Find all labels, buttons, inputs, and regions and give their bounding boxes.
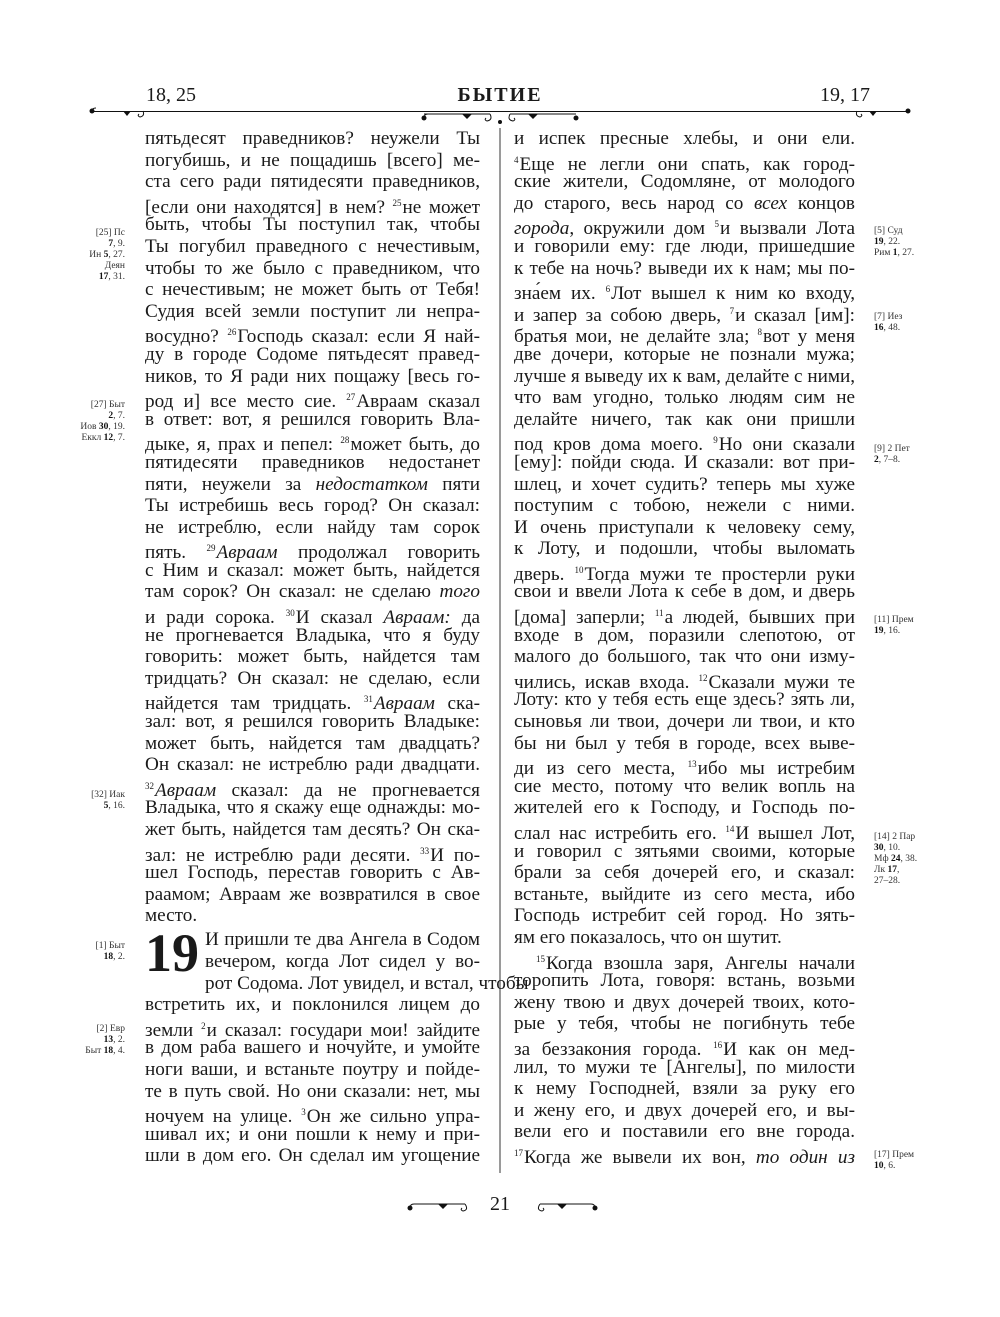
text-line: ников, то Я ради них пощажу [весь го- — [145, 365, 480, 387]
text-line: $^{32}$Авраам сказал: да не прогневается — [145, 779, 480, 801]
text-line: жену твою и двух дочерей твоих, кото- — [514, 991, 855, 1013]
text-line: [дома] заперли; $^{11}$а людей, бывших при — [514, 607, 855, 629]
text-line: дверь. $^{10}$Тогда мужи те простерли руки — [514, 563, 855, 585]
text-line: И пришли те два Ангела в Содом — [205, 928, 480, 950]
margin-cross-reference: [11] Прем 19, 16. — [874, 615, 914, 636]
book-title: БЫТИЕ — [457, 84, 543, 106]
text-line: братья мои, не делайте зла; $^8$вот у меня — [514, 326, 855, 348]
page-footer — [0, 1193, 1000, 1223]
text-line: Он сказал: не истреблю ради двадцати. — [145, 754, 480, 776]
text-line: брали за себя дочерей его, и сказал: — [514, 862, 855, 884]
right-column-text — [514, 128, 856, 1168]
text-line: с Ним и сказал: может быть, найдется — [145, 559, 480, 581]
text-line: рот Содома. Лот увидел, и встал, чтобы — [205, 972, 529, 994]
text-line: род и] все место сие. $^{27}$Авраам сказал — [145, 391, 480, 413]
text-line: до старого, весь народ со всех концов — [514, 192, 855, 214]
text-line: не истреблю, если найду там сорок — [145, 516, 480, 538]
text-line: торопить Лота, говоря: встань, возьми — [514, 970, 855, 992]
text-line: пять. $^{29}$Авраам продолжал говорить — [145, 542, 481, 564]
text-line: лил, то мужи те [Ангелы], по милости — [514, 1056, 855, 1078]
margin-cross-reference: [32] Иак 5, 16. — [91, 790, 125, 811]
text-line: те в путь свой. Но они сказали: нет, мы — [145, 1080, 480, 1102]
text-line: к Лоту, и подошли, чтобы выломать — [514, 538, 855, 560]
text-line: шлец, и хочет судить? теперь мы хуже — [514, 473, 855, 495]
text-line: ночуем на улице. $^3$Он же сильно упра- — [145, 1106, 480, 1128]
text-line: и запер за собою дверь, $^7$и сказал [им]: — [514, 304, 855, 326]
margin-cross-reference: [14] 2 Пар 30, 10. Мф 24, 38. Лк 17, 27–28. — [874, 832, 918, 886]
text-line: [ему]: пойди сюда. И сказали: вот при- — [514, 451, 855, 473]
text-line: зна́ем их. $^6$Лот вышел к ним ко входу, — [514, 283, 856, 305]
footer-ornament-right-icon — [528, 1199, 600, 1215]
text-line: пятидесяти праведников недостанет — [145, 451, 480, 473]
text-line: И очень приступали к человеку сему, — [514, 516, 855, 538]
text-line: вечером, когда Лот сидел у во- — [205, 950, 480, 972]
text-line: быть, чтобы Ты поступил так, чтобы — [145, 214, 480, 236]
text-line: $^4$Еще не легли они спать, как город- — [514, 153, 855, 175]
ornament-left-icon — [88, 104, 148, 120]
text-line: земли $^2$и сказал: государи мои! зайдите — [145, 1019, 480, 1041]
text-line: может быть, найдется там двадцать? — [145, 732, 480, 754]
text-line: раамом; Авраам же возвратился в свое — [145, 883, 480, 905]
text-line: ду в городе Содоме пятьдесят правед- — [145, 343, 480, 365]
margin-cross-reference: [27] Быт 2, 7. Иов 30, 19. Еккл 12, 7. — [80, 400, 125, 443]
text-line: в ответ: вот, я решился говорить Вла- — [145, 408, 480, 430]
text-line: под кров дома моего. $^9$Но они сказали — [514, 434, 855, 456]
text-line: Лоту: кто у тебя есть еще здесь? зять ли, — [514, 689, 855, 711]
text-line: пятьдесят праведников? неужели Ты — [145, 128, 480, 149]
text-line: тридцать? Он сказал: не сделаю, если — [145, 667, 480, 689]
text-line: [если они находятся] в нем? $^{25}$не может — [145, 196, 480, 218]
margin-cross-reference: [17] Прем 10, 6. — [874, 1150, 915, 1171]
text-line: жет быть, найдется там десять? Он ска- — [145, 819, 480, 840]
text-line: шли в дом его. Он сделал им угощение — [145, 1145, 480, 1167]
text-line: лучше я выведу их к вам, делайте с ними, — [514, 365, 856, 387]
text-line: зал: вот, я решился говорить Владыке: — [145, 711, 480, 733]
text-line: там сорок? Он сказал: не сделаю того — [145, 581, 480, 603]
text-line: поступим с тобою, нежели с ними. — [514, 495, 855, 517]
text-line: города, окружили дом $^5$и вызвали Лота — [514, 218, 855, 240]
text-line: не прогневается Владыка, что я буду — [145, 624, 480, 646]
text-line: ские жители, Содомляне, от молодого — [514, 171, 855, 193]
text-line: место. — [145, 905, 198, 927]
running-head-start-ref: 18, 25 — [146, 84, 196, 106]
text-line: погубишь, и не пощадишь [всего] ме- — [145, 149, 480, 171]
chapter-19-start — [145, 922, 529, 1167]
text-line: к нему Господней, взяли за руку его — [514, 1078, 855, 1100]
text-line: Судия всей земли поступит ли непра- — [145, 300, 480, 322]
text-line: рые у тебя, чтобы не погибнуть тебе — [514, 1013, 855, 1035]
text-line: и ради сорока. $^{30}$И сказал Авраам: да — [145, 607, 480, 629]
text-line: Ты погубил праведного с нечестивым, — [145, 235, 480, 257]
left-column-text — [145, 128, 529, 1167]
text-line: бы ни был у тебя в городе, всех выве- — [514, 732, 855, 754]
ornament-right-icon — [852, 104, 912, 120]
text-line: и говорил с зятьями своими, которые — [514, 840, 855, 862]
margin-cross-reference: [9] 2 Пет 2, 7–8. — [874, 444, 910, 465]
margin-cross-reference: [5] Суд 19, 22. Рим 1, 27. — [874, 226, 915, 258]
column-divider — [499, 128, 501, 1173]
ornament-center-icon — [420, 108, 580, 126]
text-line: восудно? $^{26}$Господь сказал: если Я най- — [145, 326, 480, 348]
chapter-number: 19 — [145, 922, 199, 983]
text-line: шивал их; и они пошли к нему и при- — [145, 1123, 480, 1145]
text-line: делайте ничего, так как они пришли — [514, 408, 855, 430]
margin-cross-reference: [2] Евр 13, 2. Быт 18, 4. — [85, 1024, 125, 1056]
margin-cross-reference: [25] Пс 7, 9. Ин 5, 27. Деян 17, 31. — [89, 228, 125, 282]
text-line: Господь истребит сей город. Но зять- — [514, 905, 855, 927]
text-line: встретить их, и поклонился лицем до — [145, 994, 480, 1016]
text-line: чтобы то же было с праведником, что — [145, 257, 480, 279]
text-line: шел Господь, перестав говорить с Ав- — [145, 862, 480, 884]
text-line: Ты истребишь весь город? Он сказал: — [145, 495, 480, 517]
margin-cross-reference: [7] Иез 16, 48. — [874, 312, 903, 333]
text-line: ди из сего места, $^{13}$ибо мы истребим — [514, 758, 855, 780]
text-line: вели его и поставили его вне города. — [514, 1121, 855, 1143]
text-line: к тебе на ночь? выведи их к нам; мы по- — [514, 257, 855, 279]
text-line: ям его показалось, что он шутит. — [514, 926, 782, 948]
page-number: 21 — [490, 1193, 510, 1215]
text-line: жителей его к Господу, и Господь по- — [514, 797, 855, 819]
text-line: зал: не истреблю ради десяти. $^{33}$И по- — [145, 844, 481, 866]
text-line: слал нас истребить его. $^{14}$И вышел Лот, — [514, 823, 855, 844]
text-line: с нечестивым; не может быть от Тебя! — [145, 279, 480, 301]
text-line: встаньте, выйдите из сего места, ибо — [514, 883, 855, 905]
text-line: две дочери, которые не познали мужа; — [514, 343, 855, 365]
text-line: $^{15}$Когда взошла заря, Ангелы начали — [536, 952, 855, 974]
text-line: сыновья ли твои, дочери ли твои, и кто — [514, 711, 855, 733]
text-line: в дом раба вашего и ночуйте, и умойте — [145, 1037, 480, 1059]
text-line: и говорили ему: где люди, пришедшие — [514, 235, 855, 257]
text-line: сие место, потому что велик вопль на — [514, 775, 855, 797]
text-line: и испек пресные хлебы, и они ели. — [514, 128, 855, 149]
text-line: говорить: может быть, найдется там — [145, 646, 480, 668]
text-line: входе в дом, поразили слепотою, от — [514, 624, 855, 646]
text-line: Владыка, что я скажу еще однажды: мо- — [145, 797, 480, 819]
text-line: свои и ввели Лота к себе в дом, и дверь — [514, 581, 855, 603]
text-line: ста сего ради пятидесяти праведников, — [145, 171, 480, 193]
margin-cross-reference: [1] Быт 18, 2. — [95, 941, 125, 962]
text-line: что вам угодно, только людям сим не — [514, 387, 855, 409]
text-line: чились, искав входа. $^{12}$Сказали мужи те — [514, 671, 855, 693]
running-head-end-ref: 19, 17 — [820, 84, 870, 106]
text-line: найдется там тридцать. $^{31}$Авраам ска- — [145, 693, 480, 715]
text-line: $^{17}$Когда же вывели их вон, то один из — [514, 1146, 855, 1168]
text-line: малого до большого, так что они изму- — [514, 646, 855, 668]
text-line: дыке, я, прах и пепел: $^{28}$может быть, до — [145, 434, 480, 456]
text-line: пяти, неужели за недостатком пяти — [145, 473, 480, 495]
text-line: за беззакония города. $^{16}$И как он мед- — [514, 1038, 855, 1060]
text-line: и жену его, и двух дочерей его, и вы- — [514, 1099, 855, 1121]
text-line: ноги ваши, и встаньте поутру и пойде- — [145, 1058, 480, 1080]
